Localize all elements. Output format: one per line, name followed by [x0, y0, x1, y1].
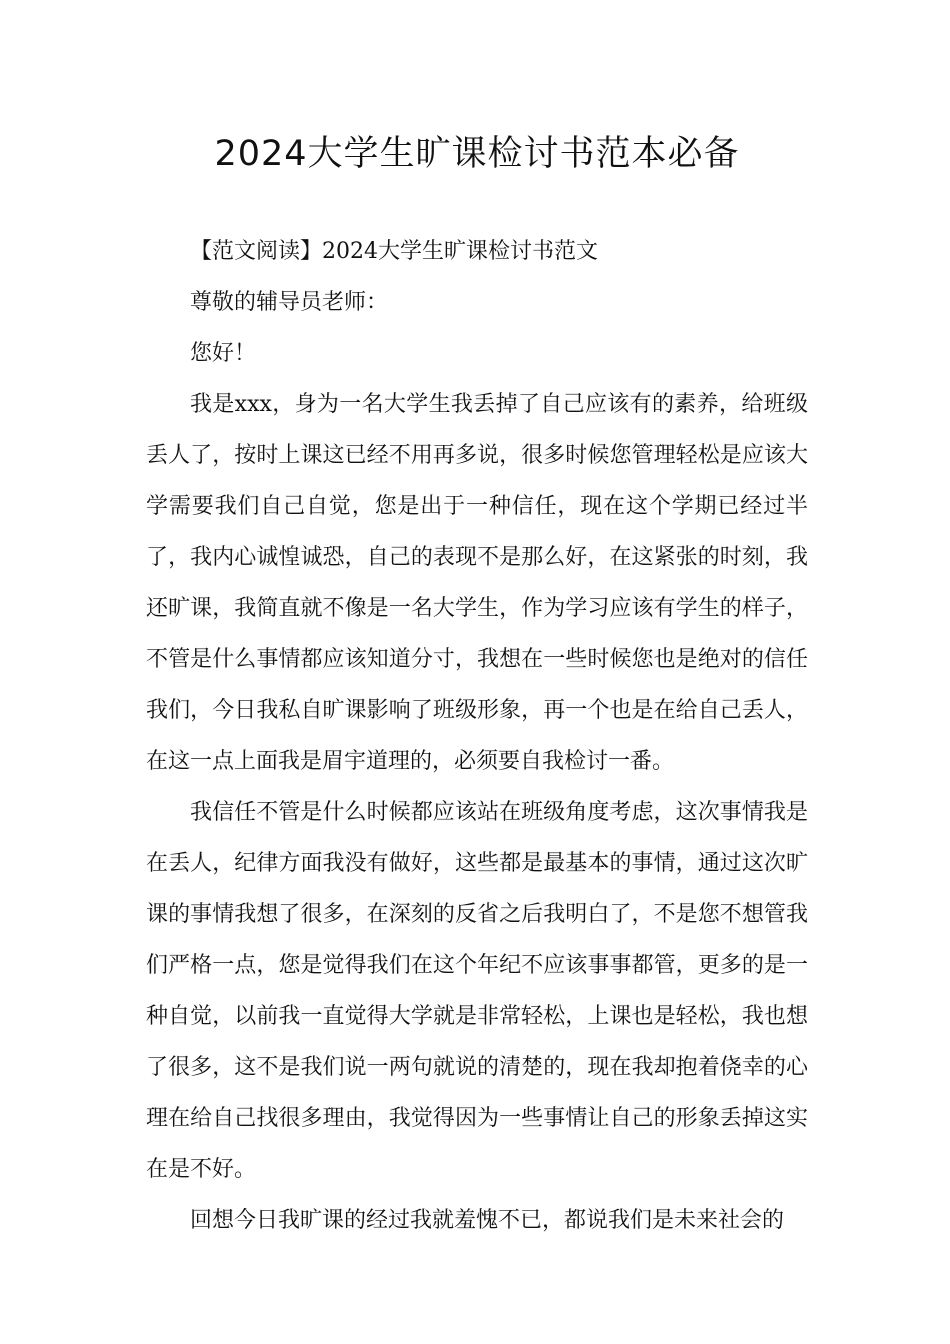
paragraph-body-2: 我信任不管是什么时候都应该站在班级角度考虑，这次事情我是在丢人，纪律方面我没有做好，这些都是最基本的事情，通过这次旷课的事情我想了很多，在深刻的反省之后我明白了，不是您不想管我们严格一点，您是觉得我们在这个年纪不应该事事都管，更多的是一种自觉，以前我一直觉得大学就是非常轻松，上课也是轻松，我也想了很多，这不是我们说一两句就说的清楚的，现在我却抱着侥幸的心理在给自己找很多理由，我觉得因为一些事情让自己的形象丢掉这实在是不好。: [146, 800, 808, 1182]
paragraph-greeting: 您好！: [190, 341, 257, 366]
paragraph-reading-header: 【范文阅读】2024大学生旷课检讨书范文: [190, 239, 598, 264]
document-body: [146, 226, 808, 1246]
paragraph-body-1: 我是xxx，身为一名大学生我丢掉了自己应该有的素养，给班级丢人了，按时上课这已经不用再多说，很多时候您管理轻松是应该大学需要我们自己自觉，您是出于一种信任，现在这个学期已经过半了，我内心诚惶诚恐，自己的表现不是那么好，在这紧张的时刻，我还旷课，我简直就不像是一名大学生，作为学习应该有学生的样子，不管是什么事情都应该知道分寸，我想在一些时候您也是绝对的信任我们，今日我私自旷课影响了班级形象，再一个也是在给自己丢人，在这一点上面我是眉宇道理的，必须要自我检讨一番。: [146, 392, 808, 774]
document-title: 2024大学生旷课检讨书范本必备: [214, 134, 740, 174]
paragraph-body-3: 回想今日我旷课的经过我就羞愧不已，都说我们是未来社会的: [190, 1208, 785, 1233]
paragraph-salutation: 尊敬的辅导员老师：: [190, 290, 389, 315]
